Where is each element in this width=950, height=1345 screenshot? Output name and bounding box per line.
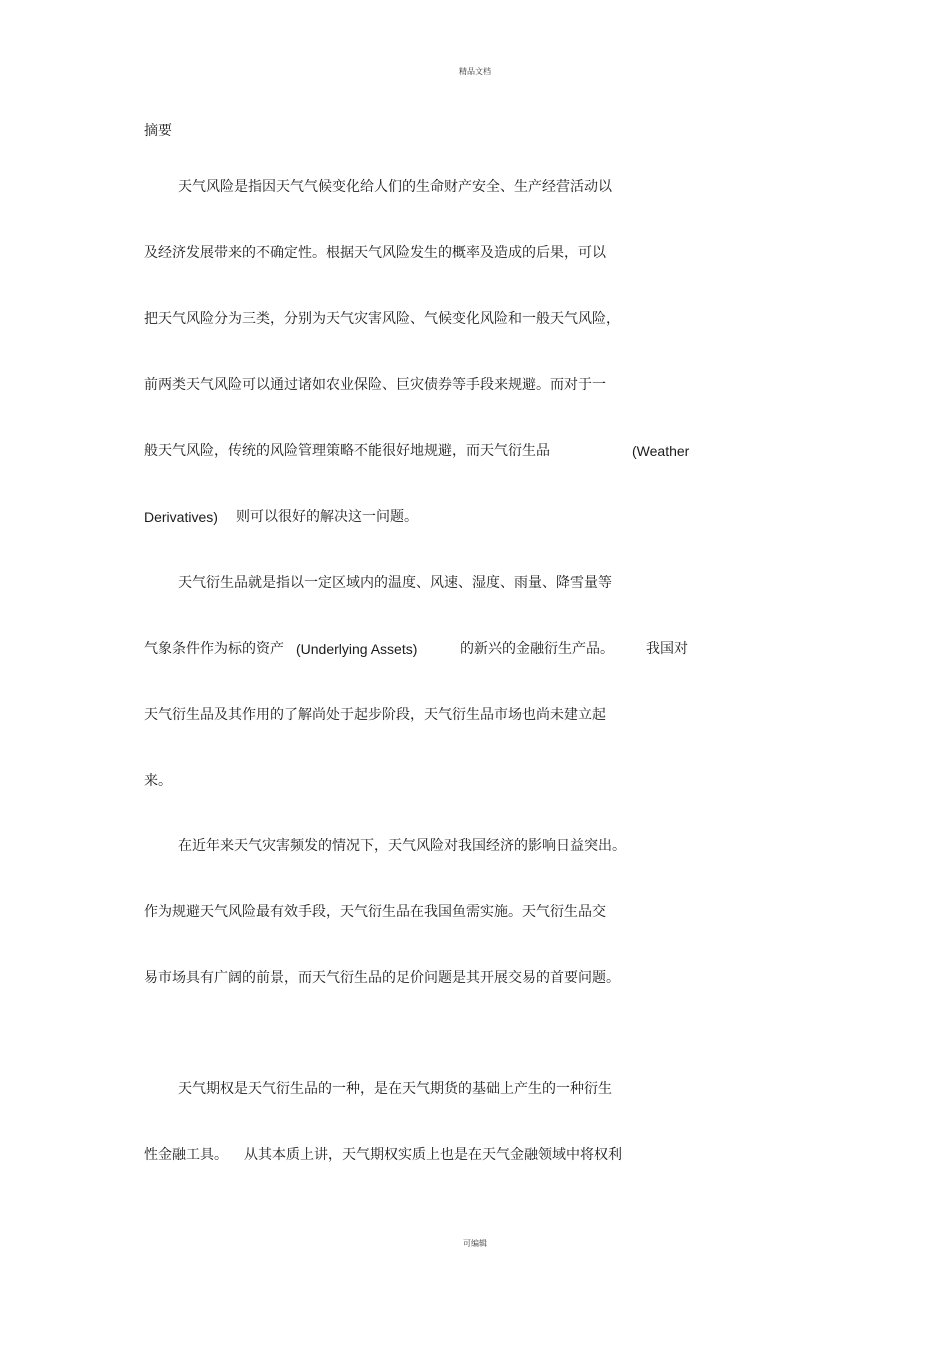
paragraph-line: 前两类天气风险可以通过诸如农业保险、巨灾债券等手段来规避。而对于一 (144, 377, 606, 393)
paragraph-line: 的新兴的金融衍生产品。 (460, 641, 614, 657)
paragraph-line-term: (Underlying Assets) (296, 641, 418, 657)
paragraph-line: 来。 (144, 773, 172, 789)
paragraph-line: 天气风险是指因天气气候变化给人们的生命财产安全、生产经营活动以 (178, 179, 612, 195)
page-footer: 可编辑 (463, 1239, 487, 1248)
paragraph-line: 易市场具有广阔的前景，而天气衍生品的足价问题是其开展交易的首要问题。 (144, 970, 620, 986)
paragraph-line: 在近年来天气灾害频发的情况下，天气风险对我国经济的影响日益突出。 (178, 838, 626, 854)
paragraph-line: 我国对 (646, 641, 688, 657)
paragraph-line: 般天气风险，传统的风险管理策略不能很好地规避，而天气衍生品 (144, 443, 550, 459)
paragraph-line: 气象条件作为标的资产 (144, 641, 284, 657)
paragraph-line: 从其本质上讲，天气期权实质上也是在天气金融领域中将权利 (244, 1147, 622, 1163)
paragraph-line-term: (Weather (632, 443, 690, 459)
paragraph-line: 性金融工具。 (144, 1147, 228, 1163)
paragraph-line: 把天气风险分为三类，分别为天气灾害风险、气候变化风险和一般天气风险， (144, 311, 620, 327)
paragraph-line: 则可以很好的解决这一问题。 (236, 509, 418, 525)
paragraph-line-term: Derivatives) (144, 509, 218, 525)
paragraph-line: 及经济发展带来的不确定性。根据天气风险发生的概率及造成的后果，可以 (144, 245, 606, 261)
paragraph-line: 天气衍生品及其作用的了解尚处于起步阶段，天气衍生品市场也尚未建立起 (144, 707, 606, 723)
paragraph-line: 天气期权是天气衍生品的一种，是在天气期货的基础上产生的一种衍生 (178, 1081, 612, 1097)
page-header: 精品文档 (459, 67, 491, 76)
paragraph-line: 天气衍生品就是指以一定区域内的温度、风速、湿度、雨量、降雪量等 (178, 575, 612, 591)
paragraph-line: 作为规避天气风险最有效手段，天气衍生品在我国鱼需实施。天气衍生品交 (144, 904, 606, 920)
section-heading: 摘要 (144, 123, 172, 139)
